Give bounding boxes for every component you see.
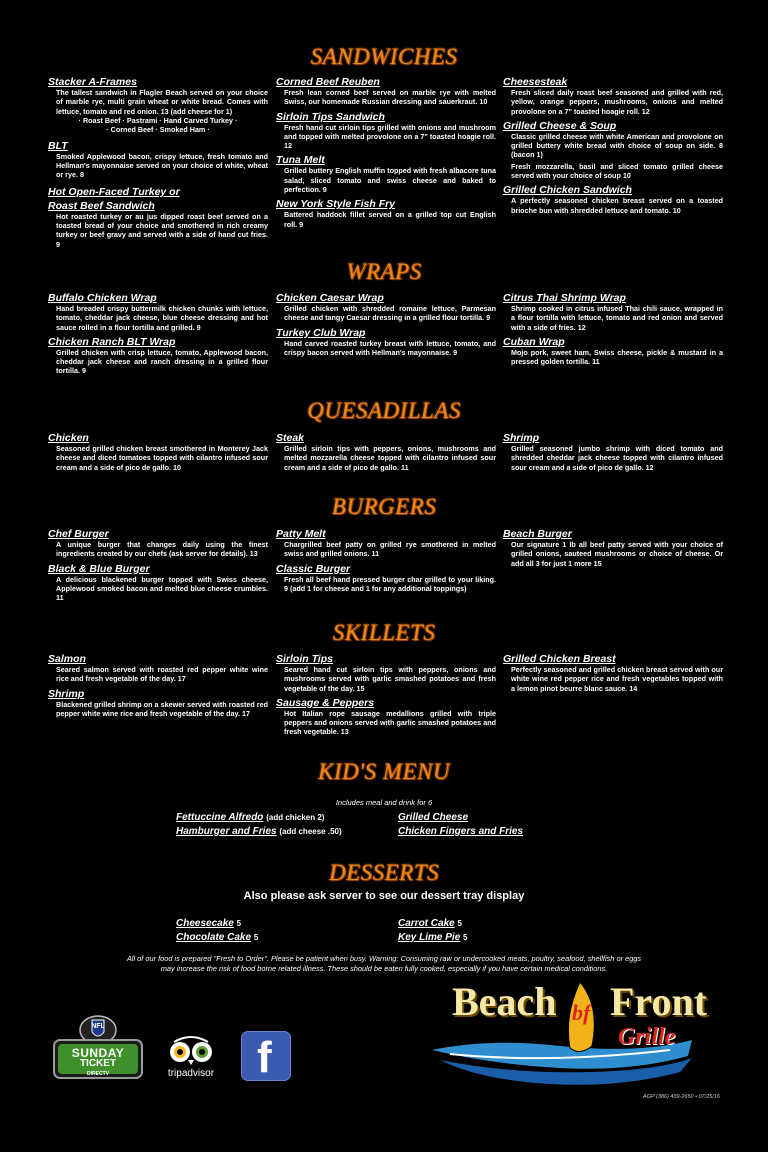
- dessert-item: [176, 932, 258, 943]
- dessert-item: [398, 932, 468, 943]
- item-extra: (add chicken 2): [266, 813, 325, 822]
- item-description: A unique burger that changes daily using the finest ingredients created by our chefs (ask server for details). 13: [56, 540, 268, 559]
- item-description: Perfectly seasoned and grilled chicken breast served with our white wine red pepper rice and fresh vegetables topped with a lemon pinot beurre blanc sauce. 14: [511, 665, 723, 693]
- item-description: A delicious blackened burger topped with Swiss cheese, Applewood smoked bacon and melted blue cheese crumbles. 11: [56, 574, 268, 603]
- section-title-kids: KID'S MENU: [318, 759, 450, 784]
- tripadvisor-logo: [152, 1034, 230, 1084]
- facebook-f-glyph: f: [257, 1033, 272, 1082]
- item-description: Our signature 1 lb all beef patty served with your choice of grilled onions, sauteed mushrooms or choice of cheese. Or add all 3 for just 1 more 15: [511, 540, 723, 568]
- dessert-item: [176, 918, 241, 929]
- brand-beach: Beach: [452, 979, 557, 1024]
- menu-item: [276, 76, 496, 107]
- menu-item: [48, 688, 268, 719]
- item-name: Grilled Cheese & Soup: [503, 119, 617, 132]
- item-name: Roast Beef Sandwich: [48, 199, 155, 212]
- wraps-col-3: [503, 292, 723, 370]
- directv-label: DIRECTV: [87, 1071, 109, 1077]
- wraps-col-1: [48, 292, 268, 380]
- item-name: New York Style Fish Fry: [276, 198, 396, 211]
- menu-item: [48, 140, 268, 180]
- item-name: Citrus Thai Shrimp Wrap: [503, 292, 626, 304]
- item-description: Chargrilled beef patty on grilled rye smothered in melted swiss and grilled onions. 11: [284, 540, 496, 559]
- kids-item: [398, 812, 468, 823]
- sunday-label: SUNDAY: [71, 1046, 125, 1060]
- sandwiches-col-2: [276, 76, 496, 233]
- menu-item: [276, 327, 496, 358]
- menu-item: [276, 154, 496, 194]
- item-name: Chocolate Cake: [176, 932, 252, 943]
- kids-item: [176, 826, 342, 837]
- menu-item: [276, 528, 496, 559]
- item-name: Key Lime Pie: [398, 932, 461, 943]
- skillets-col-1: [48, 653, 268, 722]
- item-name: Chicken Ranch BLT Wrap: [48, 335, 176, 348]
- desserts-note: Also please ask server to see our dessert tray display: [243, 890, 525, 902]
- item-description: Hand breaded crispy buttermilk chicken chunks with lettuce, tomato, cheddar jack cheese, blue cheese dressing and hot sauce rolled in a flour tortilla and grilled. 9: [56, 304, 268, 332]
- section-title-burgers: BURGERS: [331, 494, 437, 519]
- item-price: 5: [253, 933, 259, 942]
- section-title-desserts: DESSERTS: [328, 860, 440, 885]
- item-name: Salmon: [48, 653, 86, 665]
- sandwiches-col-3: [503, 76, 723, 219]
- item-name: Shrimp: [48, 687, 85, 700]
- item-name: Turkey Club Wrap: [276, 326, 366, 339]
- ticket-label: TICKET: [79, 1058, 117, 1069]
- item-name: Shrimp: [503, 432, 540, 444]
- item-extra: (add cheese .50): [279, 827, 342, 836]
- item-name: Carrot Cake: [398, 918, 455, 929]
- brand-grille: Grille: [618, 1024, 676, 1050]
- item-description: Battered haddock fillet served on a grilled top cut English roll. 9: [284, 210, 496, 229]
- item-description: Fresh lean corned beef served on marble rye with melted Swiss, our homemade Russian dressing and sauerkraut. 10: [284, 88, 496, 107]
- item-description: Seared salmon served with roasted red pepper white wine rice and fresh vegetable of the day. 17: [56, 665, 268, 684]
- item-name: Sausage & Peppers: [276, 696, 375, 709]
- nfl-label: NFL: [91, 1023, 105, 1030]
- item-description: Shrimp cooked in citrus infused Thai chili sauce, wrapped in a flour tortilla with lettuce, tomato and red onion and served with a side of fries. 12: [511, 304, 723, 332]
- menu-item: [48, 186, 268, 249]
- menu-item: [48, 292, 268, 332]
- item-price: 5: [463, 933, 468, 942]
- item-name: Black & Blue Burger: [48, 562, 150, 575]
- skillets-col-3: [503, 653, 723, 697]
- burgers-col-2: [276, 528, 496, 597]
- item-name: Hamburger and Fries: [176, 826, 277, 837]
- section-title-sandwiches: SANDWICHES: [310, 44, 458, 69]
- menu-item: [48, 528, 268, 559]
- brand-front: Front: [610, 979, 708, 1024]
- burgers-col-1: [48, 528, 268, 606]
- item-name: Chicken: [48, 432, 89, 444]
- item-name: Corned Beef Reuben: [276, 76, 380, 88]
- menu-item: [503, 432, 723, 472]
- quesadillas-col-3: [503, 432, 723, 476]
- menu-item: [503, 184, 723, 215]
- menu-item: [276, 563, 496, 594]
- item-name: Hot Open-Faced Turkey or: [48, 185, 180, 198]
- brand-bf: bf: [572, 1000, 591, 1025]
- item-name: Patty Melt: [276, 528, 326, 540]
- menu-item: [48, 432, 268, 472]
- menu-item: [503, 292, 723, 332]
- item-description: The tallest sandwich in Flagler Beach served on your choice of marble rye, multi grain wheat or white bread. Comes with lettuce, tomato and red onion. 13 (add cheese for 1): [56, 88, 268, 116]
- item-description: Hot roasted turkey or au jus dipped roast beef served on a toasted bread of your choice and smothered in rich creamy turkey or beef gravy and served with a side of hand cut fries. 9: [56, 211, 268, 249]
- item-name: Grilled Chicken Breast: [503, 653, 616, 665]
- menu-item: [48, 76, 268, 134]
- item-description: Smoked Applewood bacon, crispy lettuce, fresh tomato and Hellman's mayonnaise served on your choice of white, wheat or rye. 8: [56, 151, 268, 180]
- menu-item: [276, 111, 496, 151]
- menu-item: [276, 198, 496, 229]
- item-name: Tuna Melt: [276, 154, 325, 167]
- item-price: 5: [457, 919, 462, 928]
- menu-item: [503, 653, 723, 693]
- menu-item: [503, 336, 723, 367]
- food-safety-disclaimer: All of our food is prepared "Fresh to Order". Please be patient when busy. Warning: Consuming raw or undercooked meats, poultry, seafood, shellfish or eggs may increase the risk of food borne related illness. These should be eaten fully cooked, especially if you have certain medical conditions.: [126, 954, 642, 973]
- item-description: Fresh hand cut sirloin tips grilled with onions and mushroom and topped with melted provolone on a 7" toasted hoagie roll. 12: [284, 122, 496, 151]
- item-description: Mojo pork, sweet ham, Swiss cheese, pickle & mustard in a pressed golden tortilla. 11: [511, 347, 723, 367]
- item-description: Grilled chicken with crisp lettuce, tomato, Applewood bacon, cheddar jack cheese and ranch dressing in a grilled flour tortilla. 9: [56, 347, 268, 376]
- item-name: Beach Burger: [503, 528, 572, 540]
- item-description: Fresh mozzarella, basil and sliced tomato grilled cheese served with your choice of soup 10: [511, 161, 723, 181]
- item-name: Cheesecake: [176, 918, 234, 929]
- quesadillas-col-2: [276, 432, 496, 476]
- item-description: Grilled chicken with shredded romaine lettuce, Parmesan cheese and tangy Caesar dressing in a grilled flour tortilla. 9: [284, 304, 496, 323]
- item-name: BLT: [48, 139, 68, 152]
- item-options: · Corned Beef · Smoked Ham ·: [106, 124, 210, 134]
- item-name: Chicken Fingers and Fries: [398, 826, 524, 837]
- burgers-col-3: [503, 528, 723, 572]
- item-options: · Roast Beef · Pastrami · Hand Carved Turkey ·: [78, 115, 238, 125]
- menu-item: [276, 432, 496, 472]
- dessert-item: [398, 918, 462, 929]
- section-title-quesadillas: QUESADILLAS: [307, 398, 461, 423]
- item-description: Hand carved roasted turkey breast with lettuce, tomato, and crispy bacon served with Hellman's mayonnaise. 9: [284, 338, 496, 357]
- item-description: Fresh all beef hand pressed burger char grilled to your liking. 9 (add 1 for cheese and 1 for any additional toppings): [284, 574, 496, 593]
- facebook-icon[interactable]: [241, 1031, 291, 1081]
- item-name: Steak: [276, 432, 305, 444]
- item-name: Fettuccine Alfredo: [176, 812, 264, 823]
- menu-item: [48, 336, 268, 376]
- item-name: Chicken Caesar Wrap: [276, 292, 384, 304]
- item-price: 5: [236, 919, 242, 928]
- menu-item: [276, 653, 496, 693]
- item-description: Grilled buttery English muffin topped with fresh albacore tuna salad, sliced tomato and swiss cheese and baked to perfection. 9: [284, 166, 496, 195]
- item-name: Grilled Cheese: [398, 812, 469, 823]
- quesadillas-col-1: [48, 432, 268, 476]
- item-name: Stacker A-Frames: [48, 76, 137, 88]
- menu-item: [503, 76, 723, 116]
- tripadvisor-label: tripadvisor: [167, 1068, 215, 1079]
- item-description: Seasoned grilled chicken breast smothered in Monterey Jack cheese and diced tomatoes topped with cilantro infused sour cream and a side of pico de gallo. 10: [56, 444, 268, 472]
- menu-item: [276, 697, 496, 737]
- kids-item: [176, 812, 324, 823]
- nfl-sunday-ticket-logo: [52, 1014, 144, 1082]
- menu-item: [48, 653, 268, 684]
- menu-item: [48, 563, 268, 603]
- item-name: Chef Burger: [48, 528, 109, 540]
- item-description: Classic grilled cheese with white American and provolone on grilled buttery white bread with choice of soup on side. 8 (bacon 1): [511, 131, 723, 160]
- menu-item: [276, 292, 496, 323]
- item-description: A perfectly seasoned chicken breast served on a toasted brioche bun with shredded lettuce and tomato. 10: [511, 196, 723, 215]
- item-description: Blackened grilled shrimp on a skewer served with roasted red pepper white wine rice and fresh vegetable of the day. 17: [56, 699, 268, 718]
- wraps-col-2: [276, 292, 496, 361]
- kids-note: Includes meal and drink for 6: [335, 798, 433, 807]
- item-name: Classic Burger: [276, 562, 351, 575]
- sandwiches-col-1: [48, 76, 268, 253]
- item-description: Fresh sliced daily roast beef seasoned and grilled with red, yellow, orange peppers, mushrooms, onions and melted provolone on a 7" toasted hoagie roll. 12: [511, 88, 723, 116]
- menu-item: [503, 528, 723, 568]
- beach-front-grille-logo: [430, 976, 730, 1094]
- item-name: Cheesesteak: [503, 76, 568, 88]
- item-name: Grilled Chicken Sandwich: [503, 184, 632, 197]
- item-name: Buffalo Chicken Wrap: [48, 292, 157, 304]
- tripadvisor-owl-icon: [152, 1034, 230, 1068]
- item-description: Grilled sirloin tips with peppers, onions, mushrooms and melted mozzarella cheese topped with cilantro infused sour cream and a side of pico de gallo. 11: [284, 444, 496, 472]
- item-description: Seared hand cut sirloin tips with peppers, onions and mushrooms served with garlic smashed potatoes and fresh vegetable of the day. 15: [284, 665, 496, 693]
- section-title-wraps: WRAPS: [346, 259, 422, 284]
- menu-item: [503, 120, 723, 180]
- item-name: Sirloin Tips Sandwich: [276, 110, 385, 123]
- section-title-skillets: SKILLETS: [332, 620, 436, 645]
- skillets-col-2: [276, 653, 496, 741]
- item-name: Cuban Wrap: [503, 335, 565, 348]
- item-name: Sirloin Tips: [276, 653, 333, 665]
- item-description: Hot Italian rope sausage medallions grilled with triple peppers and onions served with garlic smashed potatoes and fresh vegetable. 13: [284, 708, 496, 737]
- kids-item: [398, 826, 523, 837]
- item-description: Grilled seasoned jumbo shrimp with diced tomato and shredded cheddar jack cheese topped with cilantro infused sour cream and a side of pico de gallo. 12: [511, 444, 723, 472]
- print-credit: AGP (386) 439-2650 • 07/25/16: [643, 1094, 720, 1100]
